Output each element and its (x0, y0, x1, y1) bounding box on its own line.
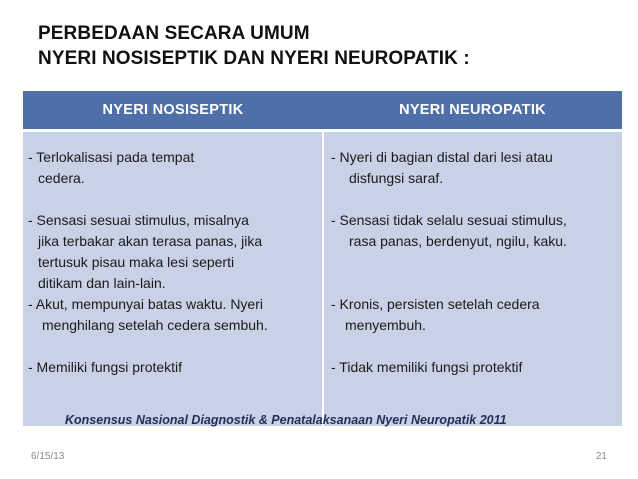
neuropatik-line: - Nyeri di bagian distal dari lesi atau (331, 149, 553, 165)
header-nosiseptik: NYERI NOSISEPTIK (102, 102, 244, 118)
neuropatik-line: disfungsi saraf. (349, 170, 444, 186)
slide-title (38, 21, 470, 71)
nosiseptik-line: - Akut, mempunyai batas waktu. Nyeri (28, 296, 263, 312)
table-header-row (23, 91, 622, 132)
neuropatik-line: rasa panas, berdenyut, ngilu, kaku. (349, 233, 567, 249)
slide-title-line-1: PERBEDAAN SECARA UMUM (38, 23, 310, 44)
header-neuropatik: NYERI NEUROPATIK (399, 102, 546, 118)
neuropatik-line: - Sensasi tidak selalu sesuai stimulus, (331, 212, 567, 228)
nosiseptik-line: tertusuk pisau maka lesi seperti (38, 254, 235, 270)
nosiseptik-line: - Sensasi sesuai stimulus, misalnya (28, 212, 249, 228)
neuropatik-line: menyembuh. (345, 317, 426, 333)
slide-number: 21 (595, 451, 607, 462)
nosiseptik-line: - Memiliki fungsi protektif (28, 359, 183, 375)
nosiseptik-line: ditikam dan lain-lain. (38, 275, 166, 291)
column-nosiseptik (28, 147, 320, 378)
column-divider (322, 132, 324, 426)
comparison-table (23, 91, 622, 426)
nosiseptik-line: - Terlokalisasi pada tempat (28, 149, 195, 165)
slide-date: 6/15/13 (31, 451, 65, 462)
column-neuropatik (331, 147, 619, 378)
reference-citation: Konsensus Nasional Diagnostik & Penatalaksanaan Nyeri Neuropatik 2011 (65, 413, 507, 427)
nosiseptik-line: jika terbakar akan terasa panas, jika (38, 233, 263, 249)
neuropatik-line: - Tidak memiliki fungsi protektif (331, 359, 523, 375)
nosiseptik-line: menghilang setelah cedera sembuh. (42, 317, 268, 333)
nosiseptik-line: cedera. (38, 170, 85, 186)
neuropatik-line: - Kronis, persisten setelah cedera (331, 296, 540, 312)
slide-title-line-2: NYERI NOSISEPTIK DAN NYERI NEUROPATIK : (38, 48, 470, 69)
